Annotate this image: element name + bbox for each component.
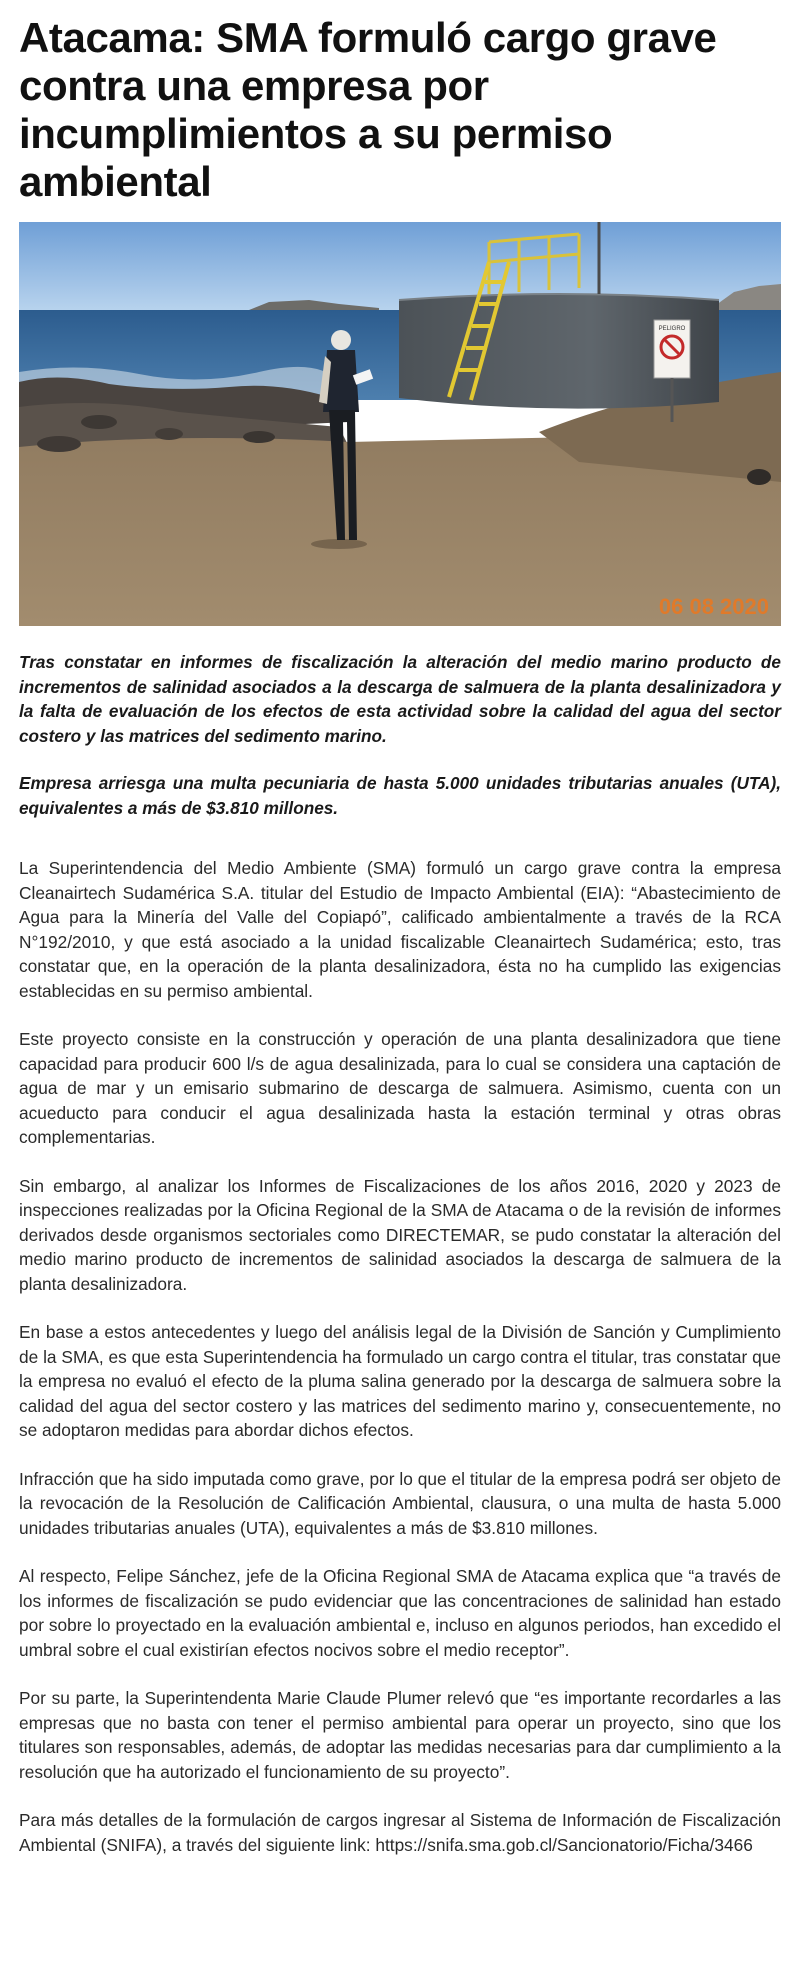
lead-paragraph-2: Empresa arriesga una multa pecuniaria de hasta 5.000 unidades tributarias anuales (UTA), equivalentes a más de $3.810 millones. xyxy=(19,773,781,818)
lead-paragraph-1: Tras constatar en informes de fiscalización la alteración del medio marino producto de incrementos de salinidad asociados a la descarga de salmuera de la planta desalinizadora y la falta de evaluación de los efectos de esta actividad sobre la calidad del agua del sector costero y las matrices del sedimento marino. xyxy=(19,652,781,746)
body-paragraph-7: Por su parte, la Superintendenta Marie Claude Plumer relevó que “es importante recordarles a las empresas que no basta con tener el permiso ambiental para operar un proyecto, sino que los titulares son responsables, además, de adoptar las medidas necesarias para dar cumplimiento a la resolución que ha autorizado el funcionamiento de su proyecto”. xyxy=(19,1688,781,1782)
body-paragraph-6: Al respecto, Felipe Sánchez, jefe de la Oficina Regional SMA de Atacama explica que “a través de los informes de fiscalización se pudo evidenciar que las concentraciones de salinidad han estado por sobre lo proyectado en la evaluación ambiental e, incluso en algunos periodos, han excedido el umbral sobre el cual existirían efectos nocivos sobre el medio receptor”. xyxy=(19,1566,781,1660)
body-paragraph-4: En base a estos antecedentes y luego del análisis legal de la División de Sanción y Cumplimiento de la SMA, es que esta Superintendencia ha formulado un cargo contra el titular, tras constatar que la empresa no evaluó el efecto de la pluma salina generado por la descarga de salmuera sobre la calidad del agua del sector costero y las matrices del sedimento marino y, consecuentemente, no se adoptaron medidas para abordar dichos efectos. xyxy=(19,1322,781,1440)
body-paragraph-3: Sin embargo, al analizar los Informes de Fiscalizaciones de los años 2016, 2020 y 2023 de inspecciones realizadas por la Oficina Regional de la SMA de Atacama o de la revisión de informes derivados desde organismos sectoriales como DIRECTEMAR, se pudo constatar la alteración del medio marino producto de incrementos de salinidad asociados la descarga de salmuera de la planta desalinizadora. xyxy=(19,1175,781,1294)
article-title: Atacama: SMA formuló cargo grave contra una empresa por incumplimientos a su permiso ambiental xyxy=(19,14,717,205)
photo-scene xyxy=(19,222,781,626)
photo-date-stamp: 06 08 2020 xyxy=(658,594,769,619)
snifa-link[interactable]: https://snifa.sma.gob.cl/Sancionatorio/Ficha/3466 xyxy=(375,1834,753,1855)
article-photo xyxy=(19,222,781,626)
body-paragraph-5: Infracción que ha sido imputada como grave, por lo que el titular de la empresa podrá ser objeto de la revocación de la Resolución de Calificación Ambiental, clausura, o una multa de hasta 5.000 unidades tributarias anuales (UTA), equivalentes a más de $3.810 millones. xyxy=(19,1468,781,1538)
closing-paragraph xyxy=(19,1808,781,1857)
closing-text: Para más detalles de la formulación de cargos ingresar al Sistema de Información de Fiscalización Ambiental (SNIFA), a través del siguiente link: xyxy=(19,1810,781,1855)
warning-sign-text: PELIGRO xyxy=(658,326,686,332)
body-paragraph-1: La Superintendencia del Medio Ambiente (SMA) formuló un cargo grave contra la empresa Cleanairtech Sudamérica S.A. titular del Estudio de Impacto Ambiental (EIA): “Abastecimiento de Agua para la Minería del Valle del Copiapó”, calificado ambientalmente a través de la RCA N°192/2010, y que está asociado a la unidad fiscalizable Cleanairtech Sudamérica; esto, tras constatar que, en la operación de la planta desalinizadora, ésta no ha cumplido las exigencias establecidas en su permiso ambiental. xyxy=(19,858,781,1001)
body-paragraph-2: Este proyecto consiste en la construcción y operación de una planta desalinizadora que tiene capacidad para producir 600 l/s de agua desalinizada, para lo cual se considera una captación de agua de mar y un emisario submarino de descarga de salmuera. Asimismo, cuenta con un acueducto para conducir el agua desalinizada hasta la estación terminal y otras obras complementarias. xyxy=(19,1029,781,1147)
